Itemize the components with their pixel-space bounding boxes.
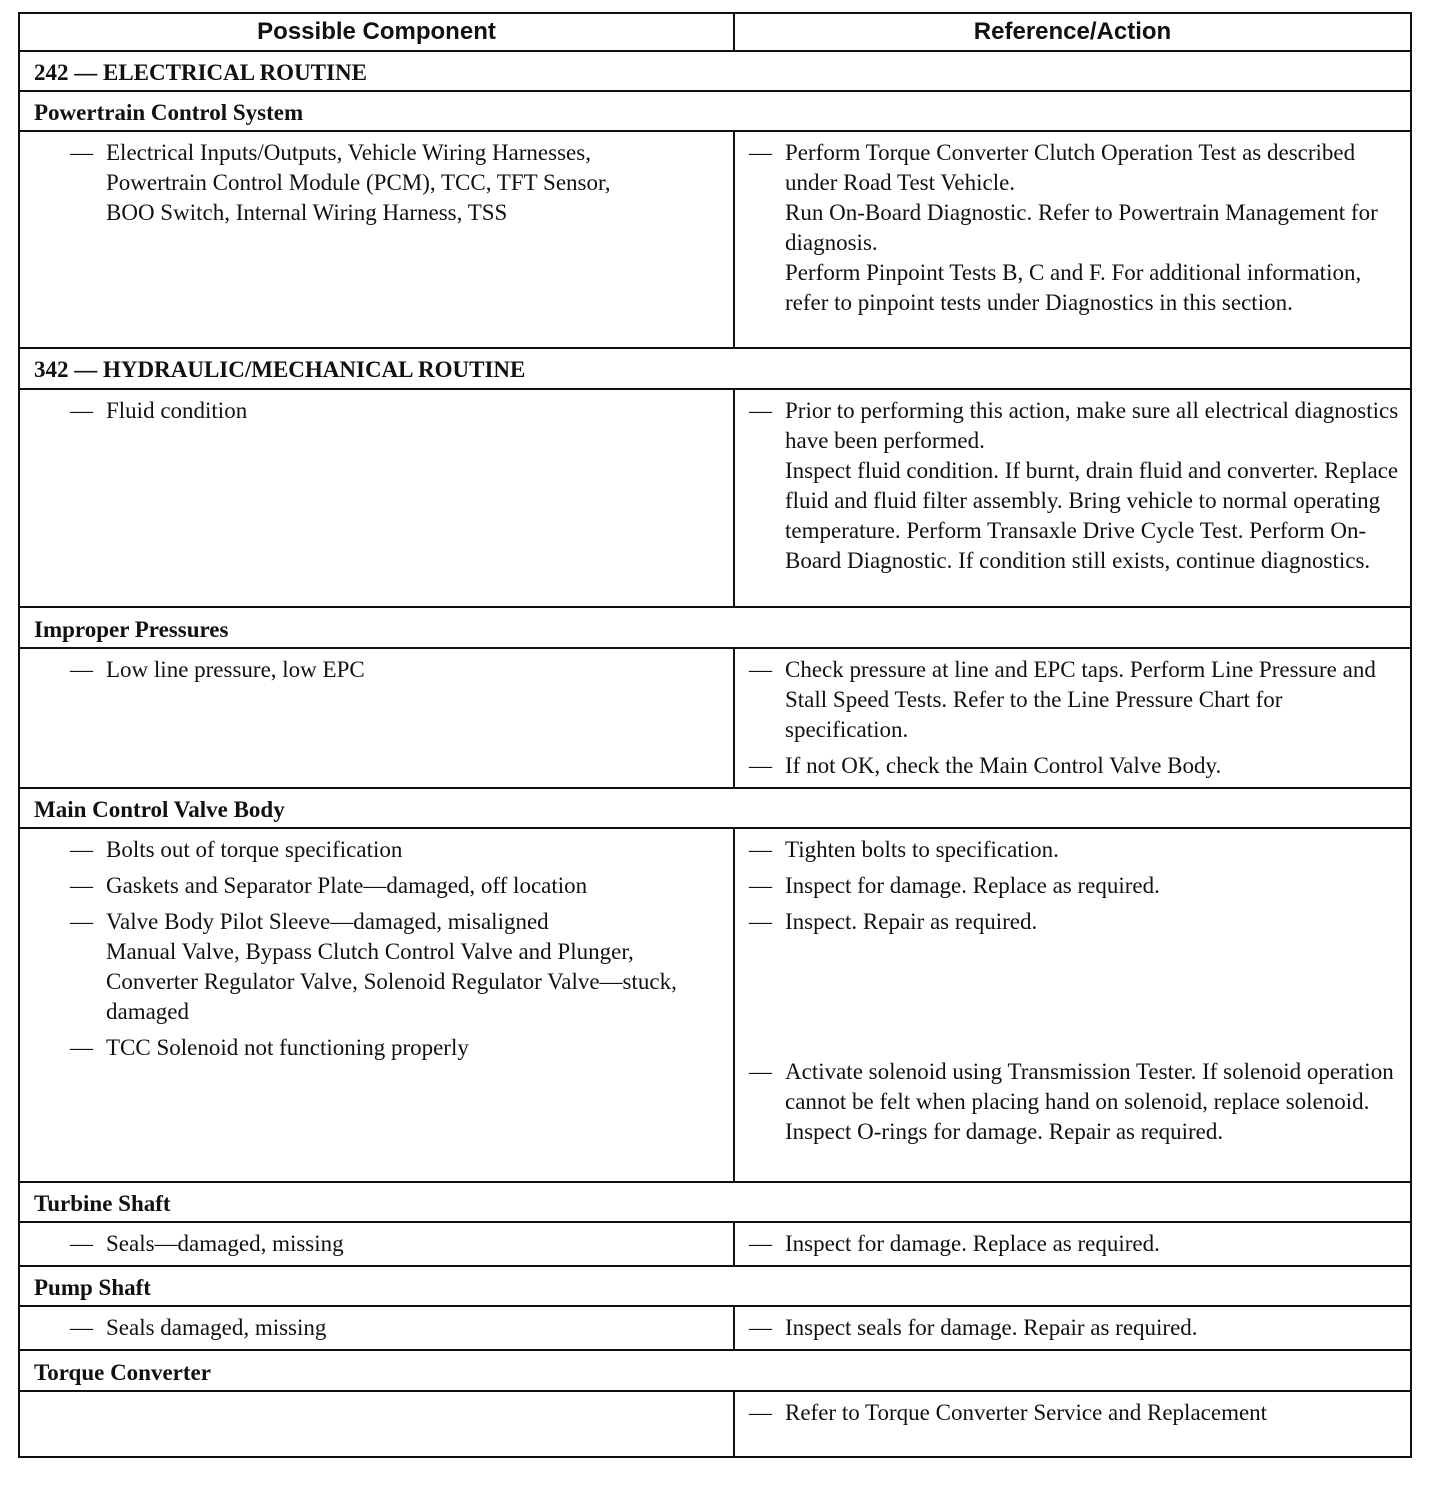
action-cell bbox=[734, 1391, 1411, 1457]
component-text: — Bolts out of torque specification bbox=[70, 835, 725, 865]
action-text: Perform Pinpoint Tests B, C and F. For additional information, refer to pinpoint tests under Diagnostics in this section. bbox=[785, 260, 1362, 316]
header-component: Possible Component bbox=[19, 13, 734, 51]
table-row bbox=[19, 131, 1411, 348]
table-row bbox=[19, 1391, 1411, 1457]
component-text: — Seals damaged, missing bbox=[70, 1313, 725, 1343]
component-cell bbox=[19, 1306, 734, 1350]
component-text: BOO Switch, Internal Wiring Harness, TSS bbox=[106, 200, 508, 226]
header-row bbox=[19, 13, 1411, 51]
action-text: — Refer to Torque Converter Service and Replacement bbox=[749, 1398, 1402, 1428]
component-cell bbox=[19, 131, 734, 348]
action-text: Run On-Board Diagnostic. Refer to Powertrain Management for diagnosis. bbox=[785, 200, 1378, 256]
subsection-title-converter: Torque Converter bbox=[19, 1350, 1411, 1390]
component-text: Converter Regulator Valve, Solenoid Regulator Valve—stuck, damaged bbox=[106, 969, 677, 1025]
action-text: Inspect fluid condition. If burnt, drain fluid and converter. Replace fluid and fluid filter assembly. Bring vehicle to normal operating temperature. Perform Transaxle Drive Cycle Test. Perform On-Board Diagnostic. If condition still exists, continue diagnostics. bbox=[785, 457, 1399, 573]
component-cell bbox=[19, 828, 734, 1181]
table-row bbox=[19, 828, 1411, 1181]
component-text: — Fluid condition bbox=[70, 396, 725, 426]
action-cell bbox=[734, 828, 1411, 1181]
table-row bbox=[19, 1222, 1411, 1266]
component-text: — Gaskets and Separator Plate—damaged, off location bbox=[70, 871, 725, 901]
action-cell bbox=[734, 131, 1411, 348]
subsection-title-valve-body: Main Control Valve Body bbox=[19, 788, 1411, 828]
table-row bbox=[19, 389, 1411, 608]
table-row bbox=[19, 648, 1411, 789]
action-cell bbox=[734, 389, 1411, 608]
component-text: Manual Valve, Bypass Clutch Control Valve and Plunger, bbox=[106, 939, 634, 965]
action-cell bbox=[734, 648, 1411, 789]
component-cell bbox=[19, 1222, 734, 1266]
action-text: — Inspect seals for damage. Repair as required. bbox=[749, 1313, 1402, 1343]
action-text: — Activate solenoid using Transmission Tester. If solenoid operation cannot be felt when placing hand on solenoid, replace solenoid. Inspect O-rings for damage. Repair as required. bbox=[749, 1057, 1402, 1147]
action-cell bbox=[734, 1222, 1411, 1266]
action-text: — Check pressure at line and EPC taps. Perform Line Pressure and Stall Speed Tests. Refer to the Line Pressure Chart for specification. bbox=[749, 655, 1402, 745]
component-text: — TCC Solenoid not functioning properly bbox=[70, 1033, 725, 1063]
subsection-title-pressures: Improper Pressures bbox=[19, 607, 1411, 647]
action-text: — Inspect for damage. Replace as required. bbox=[749, 1229, 1402, 1259]
component-text: — Low line pressure, low EPC bbox=[70, 655, 725, 685]
table-row bbox=[19, 1306, 1411, 1350]
action-text: — Inspect for damage. Replace as required. bbox=[749, 871, 1402, 901]
component-cell bbox=[19, 1391, 734, 1457]
subsection-title-turbine: Turbine Shaft bbox=[19, 1182, 1411, 1222]
component-cell bbox=[19, 648, 734, 789]
component-cell bbox=[19, 389, 734, 608]
section-title-hydraulic: 342 — HYDRAULIC/MECHANICAL ROUTINE bbox=[19, 348, 1411, 388]
section-title-electrical: 242 — ELECTRICAL ROUTINE bbox=[19, 51, 1411, 91]
component-text: — Valve Body Pilot Sleeve—damaged, misaligned bbox=[106, 909, 549, 935]
subsection-title-pcs: Powertrain Control System bbox=[19, 91, 1411, 131]
action-text: — Inspect. Repair as required. bbox=[749, 907, 1402, 937]
action-text: — Tighten bolts to specification. bbox=[749, 835, 1402, 865]
component-text: — Seals—damaged, missing bbox=[70, 1229, 725, 1259]
component-text: — Electrical Inputs/Outputs, Vehicle Wiring Harnesses, bbox=[106, 140, 591, 166]
header-action: Reference/Action bbox=[734, 13, 1411, 51]
action-text: — If not OK, check the Main Control Valve Body. bbox=[749, 751, 1402, 781]
action-text: — Prior to performing this action, make sure all electrical diagnostics have been performed. bbox=[785, 397, 1399, 453]
action-cell bbox=[734, 1306, 1411, 1350]
diagnostic-table bbox=[18, 12, 1412, 1458]
action-text: — Perform Torque Converter Clutch Operation Test as described under Road Test Vehicle. bbox=[785, 140, 1356, 196]
subsection-title-pump: Pump Shaft bbox=[19, 1266, 1411, 1306]
component-text: Powertrain Control Module (PCM), TCC, TFT Sensor, bbox=[106, 170, 611, 196]
